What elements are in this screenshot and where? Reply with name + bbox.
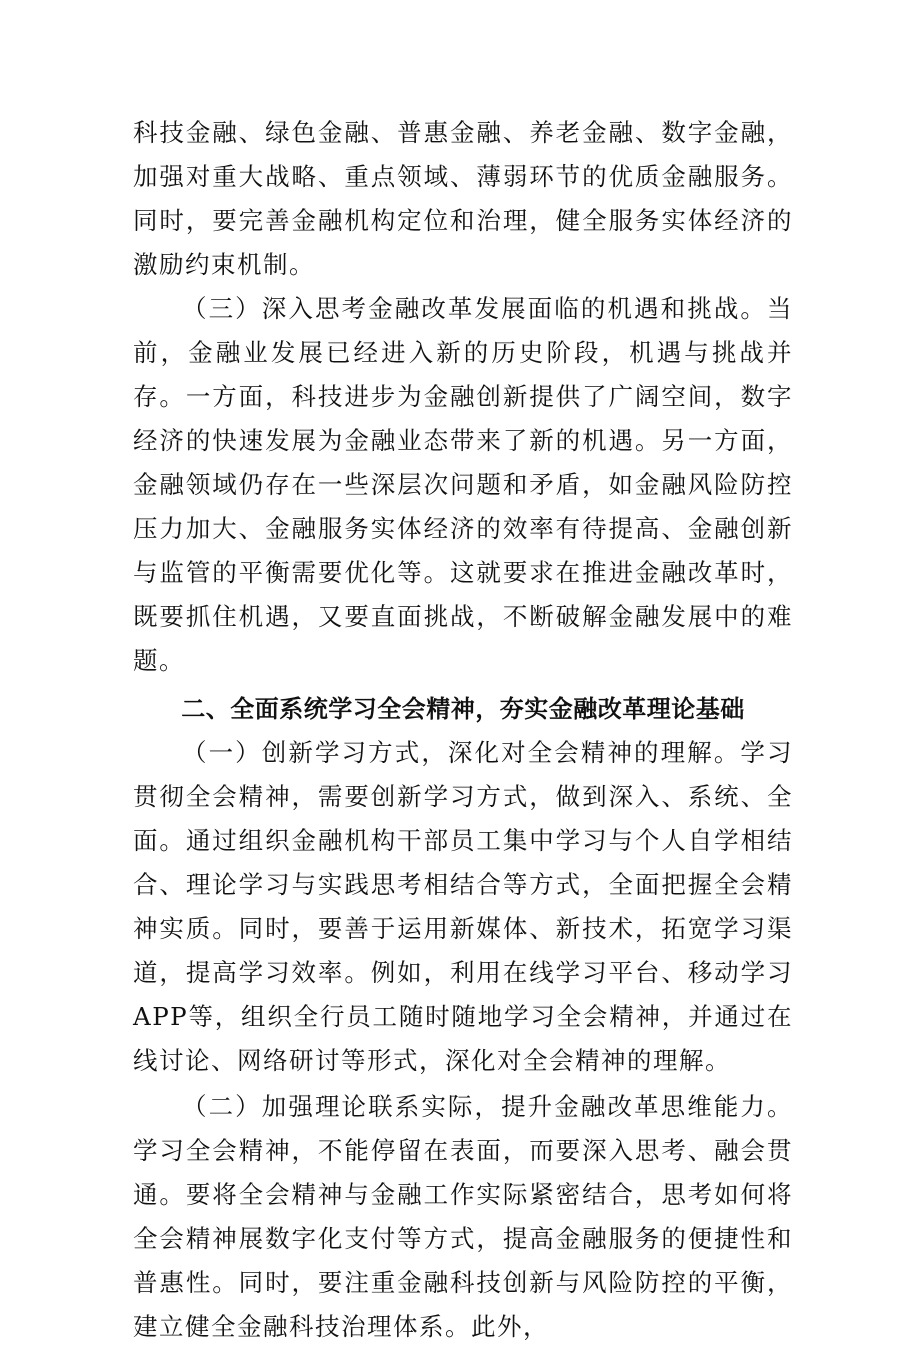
section-heading-two: 二、全面系统学习全会精神，夯实金融改革理论基础	[181, 695, 745, 723]
paragraph-theory-practice: （二）加强理论联系实际，提升金融改革思维能力。学习全会精神，不能停留在表面，而要深入思考、融会贯通。要将全会精神与金融工作实际紧密结合，思考如何将全会精神展数字化支付等方式，提高金融服务的便捷性和普惠性。同时，要注重金融科技创新与风险防控的平衡，建立健全金融科技治理体系。此外，	[133, 1092, 793, 1341]
document-body	[133, 111, 793, 1349]
paragraph-financial-services: 科技金融、绿色金融、普惠金融、养老金融、数字金融，加强对重大战略、重点领域、薄弱环节的优质金融服务。同时，要完善金融机构定位和治理，健全服务实体经济的激励约束机制。	[133, 118, 793, 279]
paragraph-learning-methods: （一）创新学习方式，深化对全会精神的理解。学习贯彻全会精神，需要创新学习方式，做到深入、系统、全面。通过组织金融机构干部员工集中学习与个人自学相结合、理论学习与实践思考相结合等方式，全面把握全会精神实质。同时，要善于运用新媒体、新技术，拓宽学习渠道，提高学习效率。例如，利用在线学习平台、移动学习APP等，组织全行员工随时随地学习全会精神，并通过在线讨论、网络研讨等形式，深化对全会精神的理解。	[133, 738, 793, 1075]
paragraph-opportunities-challenges: （三）深入思考金融改革发展面临的机遇和挑战。当前，金融业发展已经进入新的历史阶段，机遇与挑战并存。一方面，科技进步为金融创新提供了广阔空间，数字经济的快速发展为金融业态带来了新的机遇。另一方面，金融领域仍存在一些深层次问题和矛盾，如金融风险防控压力加大、金融服务实体经济的效率有待提高、金融创新与监管的平衡需要优化等。这就要求在推进金融改革时，既要抓住机遇，又要直面挑战，不断破解金融发展中的难题。	[133, 294, 793, 675]
